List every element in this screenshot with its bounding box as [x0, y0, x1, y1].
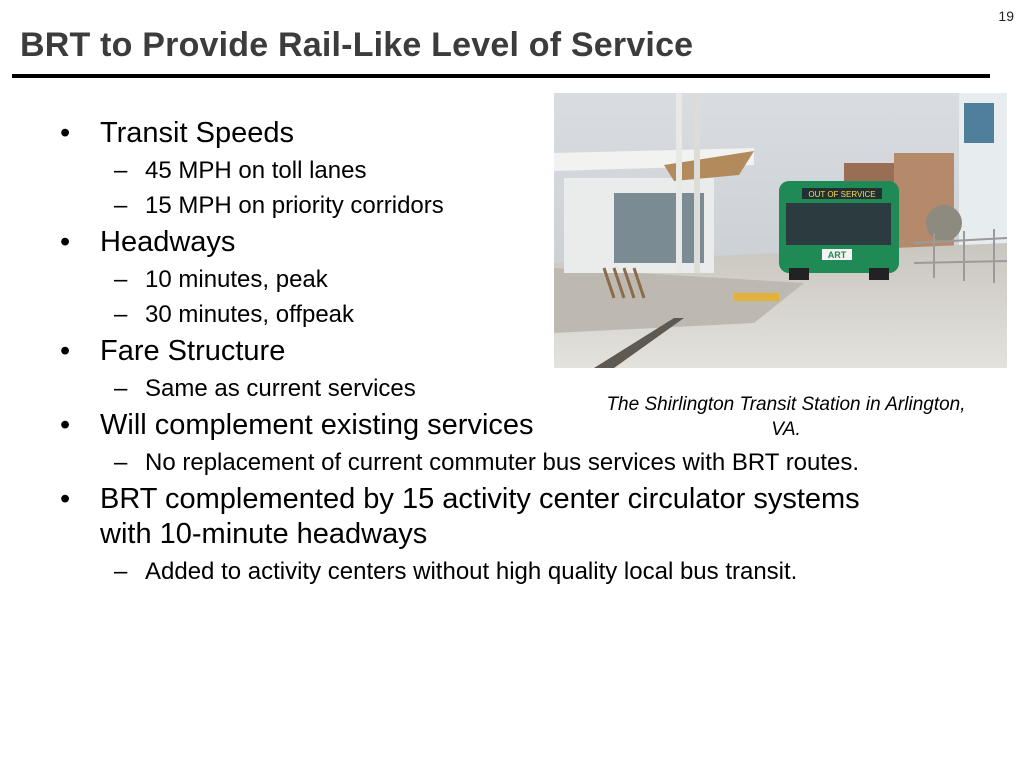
bullet-text: BRT complemented by 15 activity center circulator systems with 10-minute headways	[100, 483, 860, 550]
sub-bullet-text: Added to activity centers without high quality local bus transit.	[145, 558, 798, 585]
brt-bus	[779, 181, 899, 280]
title-rule	[12, 74, 990, 78]
dash-marker: –	[114, 558, 128, 585]
dash-marker: –	[114, 301, 128, 328]
dash-marker: –	[114, 192, 128, 219]
sub-bullet-text: 45 MPH on toll lanes	[145, 157, 367, 184]
photo-caption: The Shirlington Transit Station in Arlington, VA.	[606, 394, 966, 440]
light-pole	[694, 93, 700, 273]
transit-station-photo	[554, 93, 1007, 368]
dash-marker: –	[114, 157, 128, 184]
sub-bullet-text: 30 minutes, offpeak	[145, 301, 355, 328]
bullet-marker: •	[60, 409, 71, 441]
light-pole	[676, 93, 682, 273]
bullet-marker: •	[60, 117, 71, 149]
slide-title: BRT to Provide Rail-Like Level of Service	[20, 26, 694, 64]
bullet-item	[0, 482, 860, 552]
dash-marker: –	[114, 266, 128, 293]
tree	[926, 205, 962, 241]
bullet-marker: •	[60, 335, 71, 367]
sub-bullet-item	[0, 557, 1024, 587]
bullet-text: Headways	[100, 226, 236, 258]
sub-bullet-text: 15 MPH on priority corridors	[145, 192, 444, 219]
dash-marker: –	[114, 449, 128, 476]
sub-bullet-text: Same as current services	[145, 375, 416, 402]
office-windows	[964, 103, 994, 143]
sub-bullet-text: 10 minutes, peak	[145, 266, 328, 293]
bullet-text: Will complement existing services	[100, 409, 534, 441]
photo-illustration	[554, 93, 1007, 368]
dash-marker: –	[114, 375, 128, 402]
yellow-tactile-strip	[734, 293, 779, 301]
sub-bullet-item	[0, 448, 905, 478]
bus-logo: ART	[827, 250, 847, 260]
bullet-marker: •	[60, 483, 71, 515]
sub-bullet-text: No replacement of current commuter bus services with BRT routes.	[145, 449, 860, 476]
shelter-glass	[614, 193, 704, 263]
bullet-text: Transit Speeds	[100, 117, 294, 149]
bus-destination-sign: OUT OF SERVICE	[808, 190, 876, 199]
bullet-marker: •	[60, 226, 71, 258]
bullet-text: Fare Structure	[100, 335, 286, 367]
page-number: 19	[998, 8, 1014, 24]
